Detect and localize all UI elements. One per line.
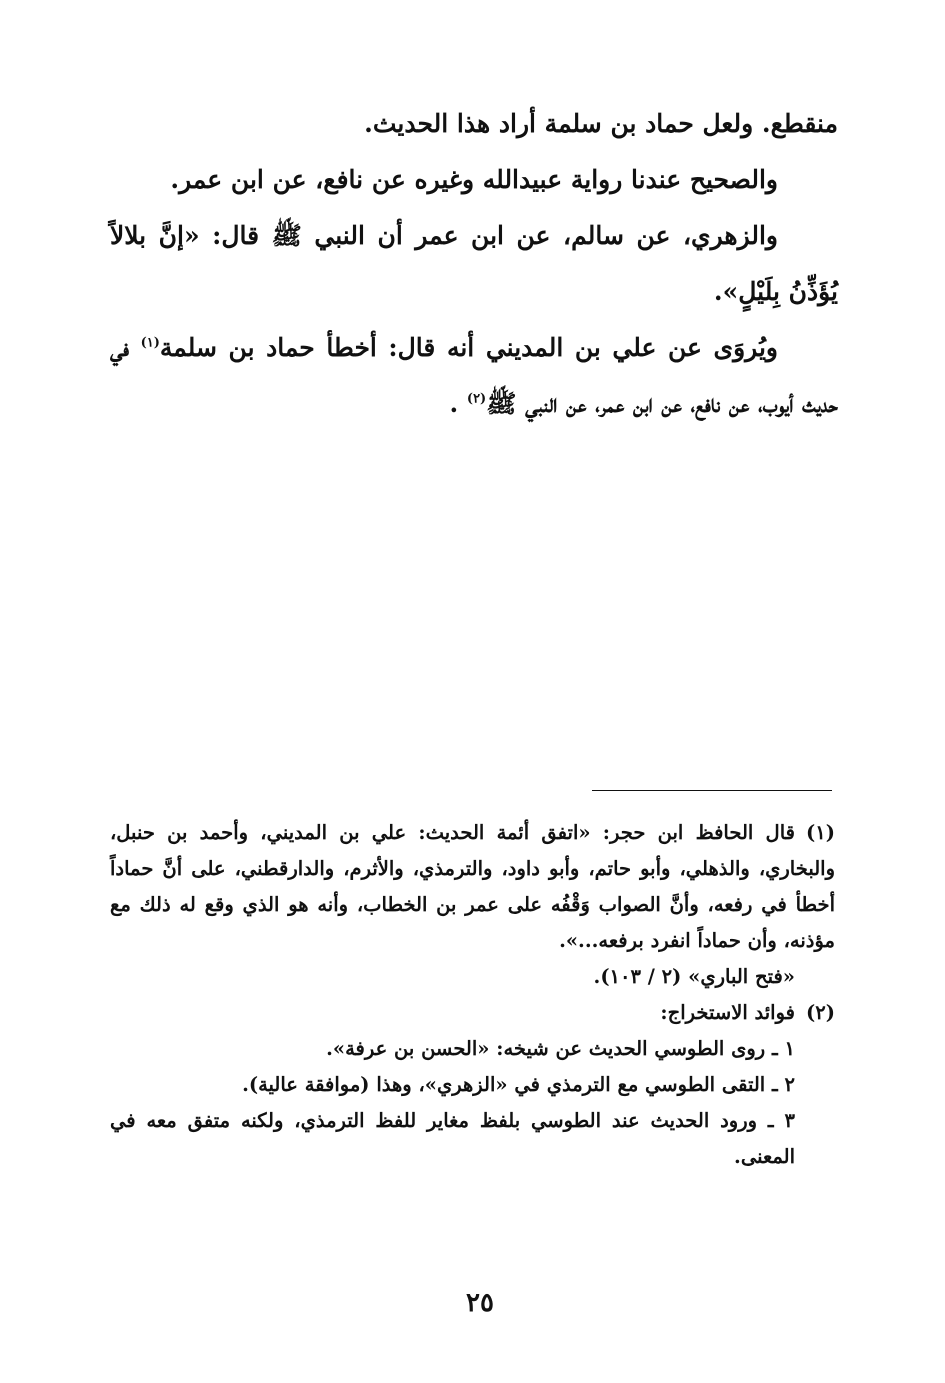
footnote-ref-1[interactable]: (١) <box>140 335 160 351</box>
paragraph-4-end: . <box>449 389 467 418</box>
main-text <box>110 96 838 432</box>
footnote-2-item-1: ١ ـ روى الطوسي الحديث عن شيخه: «الحسن بن عرفة». <box>326 1037 795 1060</box>
footnote-1-text: قال الحافظ ابن حجر: «اتفق أئمة الحديث: علي بن المديني، وأحمد بن حنبل، والبخاري، والذهلي، وأبو حاتم، وأبو داود، والترمذي، والأثرم، والدارقطني، على أنَّ حماداً أخطأ في رفعه، وأنَّ الصواب وَقْفُه على عمر بن الخطاب، وأنه هو الذي وقع له ذلك مع مؤذنه، وأن حماداً انفرد برفعه...». <box>110 821 835 952</box>
paragraph-4 <box>110 320 838 432</box>
page-number: ٢٥ <box>466 1288 494 1318</box>
paragraph-4-text: ويُروَى عن علي بن المديني أنه قال: أخطأ حماد بن سلمة <box>159 333 778 362</box>
paragraph-4-text-2: في حديث أيوب، عن نافع، عن ابن عمر، عن النبي ﷺ <box>110 333 838 418</box>
footnote-2-number: (٢) <box>806 1001 835 1024</box>
paragraph-3: والزهري، عن سالم، عن ابن عمر أن النبي ﷺ قال: «إنَّ بلالاً يُؤَذِّنُ بِلَيْلٍ». <box>110 221 838 306</box>
footnote-2-item-2: ٢ ـ التقى الطوسي مع الترمذي في «الزهري»، وهذا (موافقة عالية). <box>242 1073 795 1096</box>
footnote-1-number: (١) <box>806 821 835 844</box>
paragraph-2: والصحيح عندنا رواية عبيدالله وغيره عن نافع، عن ابن عمر. <box>170 165 778 194</box>
footnote-separator <box>592 790 832 791</box>
footnotes <box>110 815 835 1175</box>
paragraph-1: منقطع. ولعل حماد بن سلمة أراد هذا الحديث. <box>364 109 838 138</box>
footnote-1-source: «فتح الباري» (٢ / ١٠٣). <box>593 965 795 988</box>
footnote-1 <box>110 815 835 959</box>
footnote-ref-2[interactable]: (٢) <box>466 391 487 407</box>
footnote-2-title: فوائد الاستخراج: <box>660 1001 795 1024</box>
footnote-2-item-3: ٣ ـ ورود الحديث عند الطوسي بلفظ مغاير للفظ الترمذي، ولكنه متفق معه في المعنى. <box>110 1109 795 1168</box>
footnote-2 <box>110 995 835 1031</box>
